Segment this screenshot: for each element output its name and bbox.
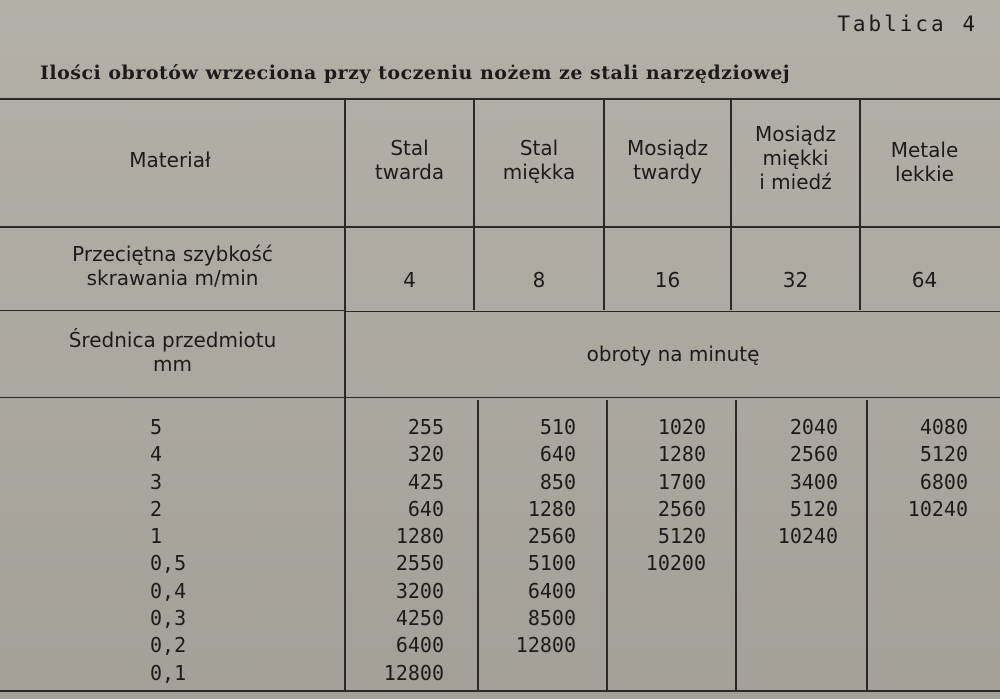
rpm-value: 4250 — [395, 606, 444, 631]
column-header-stal-miekka: Stal miękka — [502, 136, 576, 184]
rpm-value: 1700 — [657, 469, 706, 494]
rpm-unit-label: obroty na minutę — [586, 342, 760, 366]
data-rule-3 — [735, 400, 737, 690]
rpm-value: 5120 — [919, 442, 968, 467]
rpm-value: 5120 — [657, 524, 706, 549]
rpm-value: 320 — [407, 442, 444, 467]
diameter-rule — [0, 397, 1000, 398]
diameter-value: 1 — [150, 524, 163, 549]
rpm-value: 1280 — [657, 442, 706, 467]
rpm-value: 3400 — [789, 469, 838, 494]
rpm-value: 1020 — [657, 415, 706, 439]
diameter-value: 0,2 — [150, 633, 187, 658]
rpm-value: 425 — [407, 469, 444, 494]
speed-rule-left — [0, 310, 345, 311]
rpm-value: 6800 — [919, 469, 968, 494]
rpm-value: 1280 — [395, 524, 444, 549]
rpm-value: 10240 — [907, 496, 968, 521]
rpm-value: 6400 — [395, 633, 444, 658]
rpm-value: 2040 — [789, 415, 838, 439]
rpm-value: 10240 — [777, 524, 838, 549]
diameter-value: 2 — [150, 496, 163, 521]
rpm-value: 2560 — [527, 524, 576, 549]
diameter-value: 0,1 — [150, 660, 187, 685]
rpm-value: 255 — [407, 415, 444, 439]
diameter-value: 0,3 — [150, 606, 187, 631]
rpm-value: 6400 — [527, 578, 576, 603]
bottom-rule — [0, 690, 1000, 692]
column-header-mosiadz-twardy: Mosiądz twardy — [627, 136, 708, 184]
column-header-metale-lekkie: Metale lekkie — [890, 138, 959, 186]
diameter-value: 4 — [150, 442, 163, 467]
column-header-stal-twarda: Stal twarda — [374, 136, 445, 184]
diameter-value: 5 — [150, 415, 163, 439]
rpm-value: 3200 — [395, 578, 444, 603]
rpm-value: 640 — [539, 442, 576, 467]
speed-value-mosiadz-miekki: 32 — [782, 268, 809, 292]
rpm-column-stal-twarda — [346, 414, 444, 687]
rpm-value: 850 — [539, 469, 576, 494]
rpm-value: 1280 — [527, 496, 576, 521]
rpm-value: 8500 — [527, 606, 576, 631]
top-rule — [0, 98, 1000, 100]
diameter-label: Średnica przedmiotu mm — [68, 328, 277, 376]
diameter-column — [150, 414, 230, 687]
speed-value-stal-twarda: 4 — [403, 268, 416, 292]
rpm-value: 2560 — [789, 442, 838, 467]
rpm-value: 640 — [407, 496, 444, 521]
rpm-value: 5100 — [527, 551, 576, 576]
table-number: Tablica 4 — [837, 12, 978, 36]
speed-value-mosiadz-twardy: 16 — [654, 268, 681, 292]
rpm-value: 12800 — [515, 633, 576, 658]
speed-value-metale-lekkie: 64 — [911, 268, 938, 292]
diameter-value: 0,4 — [150, 578, 187, 603]
rpm-value: 5120 — [789, 496, 838, 521]
rpm-column-metale-lekkie — [868, 414, 968, 523]
header-rule — [0, 226, 1000, 228]
rpm-column-mosiadz-twardy — [608, 414, 706, 578]
rpm-value: 510 — [539, 415, 576, 439]
rpm-value: 10200 — [645, 551, 706, 576]
rpm-value: 12800 — [383, 660, 444, 685]
rpm-value: 4080 — [919, 415, 968, 439]
rpm-value: 2550 — [395, 551, 444, 576]
material-header: Materiał — [129, 148, 211, 172]
diameter-value: 3 — [150, 469, 163, 494]
table-title: Ilości obrotów wrzeciona przy toczeniu nożem ze stali narzędziowej — [40, 62, 791, 84]
speed-label: Przeciętna szybkość skrawania m/min — [72, 242, 273, 290]
diameter-value: 0,5 — [150, 551, 187, 576]
rpm-column-mosiadz-miekki — [738, 414, 838, 550]
column-header-mosiadz-miekki: Mosiądz miękki i miedź — [755, 122, 836, 194]
rpm-column-stal-miekka — [478, 414, 576, 660]
speed-value-stal-miekka: 8 — [532, 268, 546, 292]
rpm-value: 2560 — [657, 496, 706, 521]
speed-rule-right — [345, 311, 1000, 312]
